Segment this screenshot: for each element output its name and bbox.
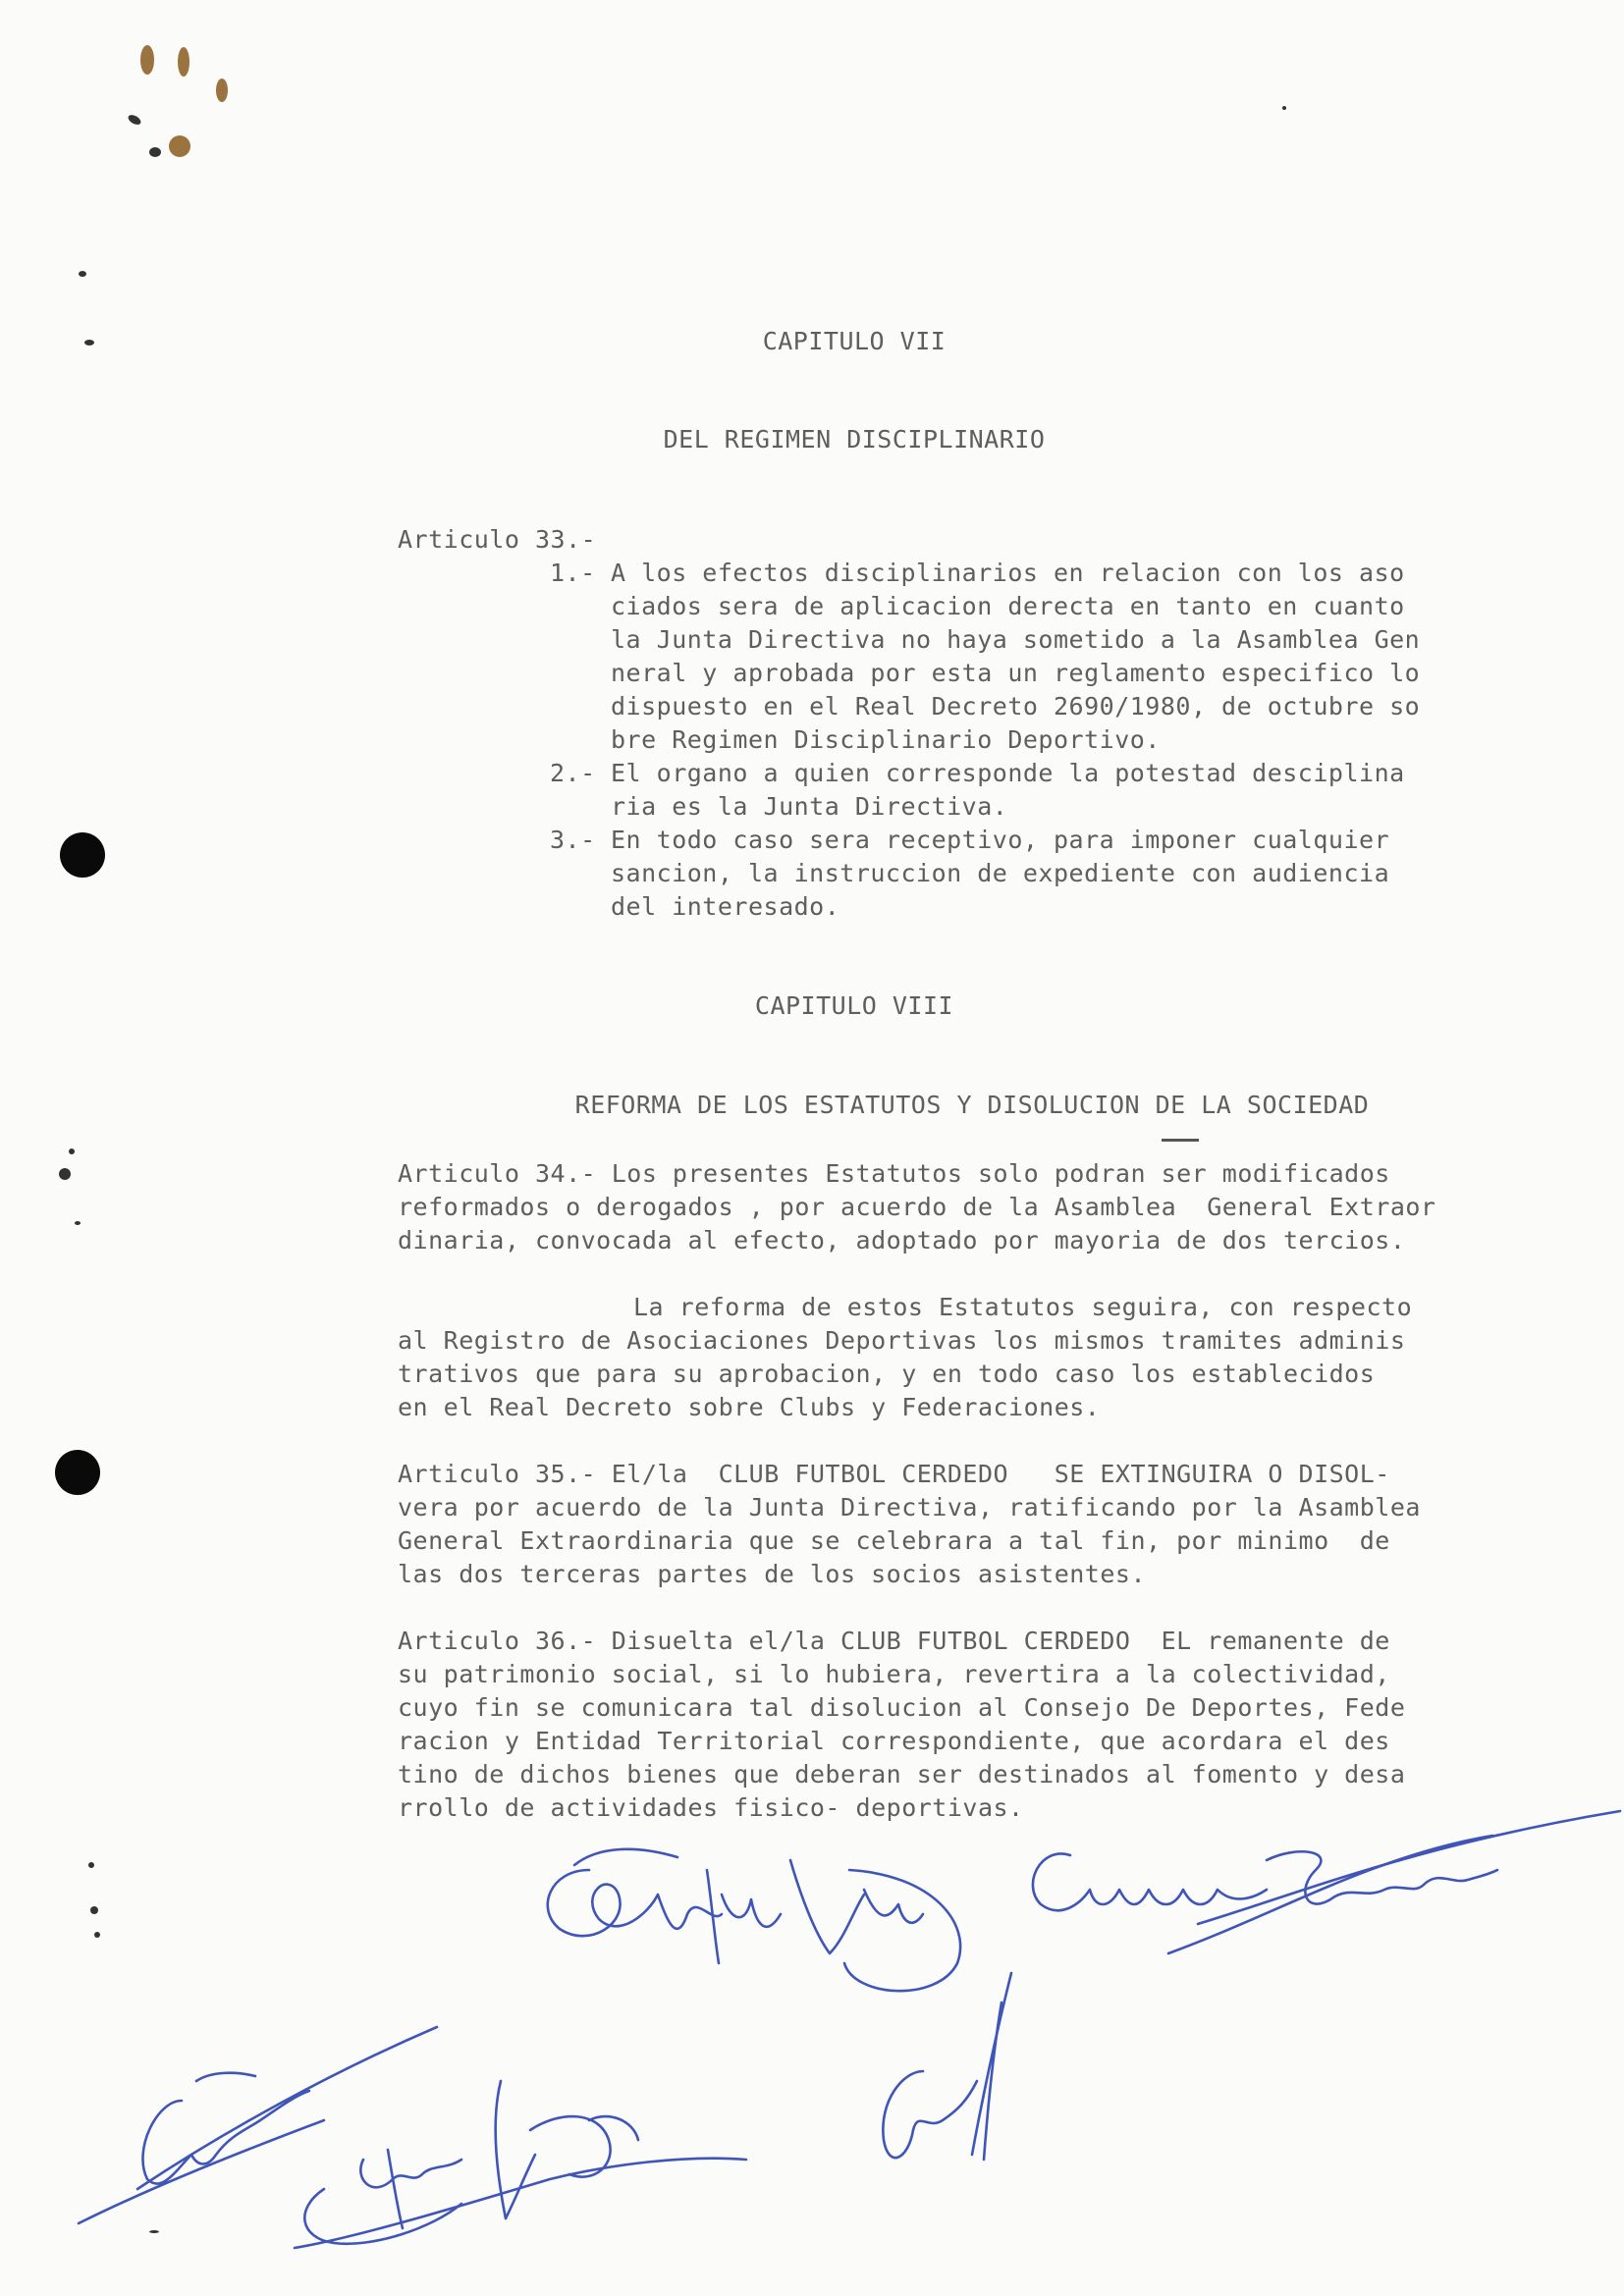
text-line: en el Real Decreto sobre Clubs y Federaciones. <box>398 1393 1101 1421</box>
text-line: A los efectos disciplinarios en relacion con los aso <box>611 559 1405 587</box>
text-line: En todo caso sera receptivo, para imponer cualquier <box>611 826 1390 854</box>
item-number: 2.- <box>550 759 596 787</box>
text-line: trativos que para su aprobacion, y en todo caso los establecidos <box>398 1360 1376 1388</box>
text-line: La reforma de estos Estatutos seguira, con respecto <box>633 1293 1413 1321</box>
signature-2 <box>1033 1811 1620 1953</box>
text-line: cuyo fin se comunicara tal disolucion al Consejo De Deportes, Fede <box>398 1693 1406 1722</box>
signature-3 <box>883 1973 1011 2160</box>
text-line: General Extraordinaria que se celebrara a tal fin, por minimo de <box>398 1526 1390 1555</box>
text-line: Articulo 35.- El/la CLUB FUTBOL CERDEDO SE EXTINGUIRA O DISOL- <box>398 1460 1390 1488</box>
article-title: Articulo 33.- <box>398 525 597 554</box>
text-line: Articulo 36.- Disuelta el/la CLUB FUTBOL CERDEDO EL remanente de <box>398 1627 1390 1655</box>
text-line: las dos terceras partes de los socios asistentes. <box>398 1560 1147 1588</box>
text-line: ciados sera de aplicacion derecta en tanto en cuanto <box>611 592 1405 620</box>
text-line: racion y Entidad Territorial correspondiente, que acordara el des <box>398 1727 1390 1755</box>
signature-5 <box>295 2081 746 2248</box>
text-line: su patrimonio social, si lo hubiera, revertira a la colectividad, <box>398 1660 1390 1688</box>
text-line: sancion, la instruccion de expediente con audiencia <box>611 859 1390 887</box>
text-line: del interesado. <box>611 892 840 921</box>
text-line: dispuesto en el Real Decreto 2690/1980, de octubre so <box>611 692 1421 721</box>
chapter-subheading: DEL REGIMEN DISCIPLINARIO <box>663 425 1046 454</box>
text-line: ria es la Junta Directiva. <box>611 792 1008 821</box>
text-line: Articulo 34.- Los presentes Estatutos solo podran ser modificados <box>398 1159 1390 1188</box>
signature-1 <box>548 1849 960 1991</box>
chapter-heading: CAPITULO VII <box>762 327 947 355</box>
text-line: El organo a quien corresponde la potestad desciplina <box>611 759 1405 787</box>
text-line: bre Regimen Disciplinario Deportivo. <box>611 725 1161 754</box>
text-line: neral y aprobada por esta un reglamento especifico lo <box>611 659 1421 687</box>
chapter-subheading: REFORMA DE LOS ESTATUTOS Y DISOLUCION DE LA SOCIEDAD <box>574 1091 1370 1119</box>
item-number: 3.- <box>550 826 596 854</box>
text-line: al Registro de Asociaciones Deportivas los mismos tramites adminis <box>398 1326 1406 1355</box>
text-line: dinaria, convocada al efecto, adoptado por mayoria de dos tercios. <box>398 1226 1406 1255</box>
item-number: 1.- <box>550 559 596 587</box>
signature-4 <box>79 2027 437 2223</box>
text-line: vera por acuerdo de la Junta Directiva, ratificando por la Asamblea <box>398 1493 1421 1522</box>
chapter-heading: CAPITULO VIII <box>754 991 954 1020</box>
text-line: rrollo de actividades fisico- deportivas. <box>398 1793 1024 1822</box>
text-line: reformados o derogados , por acuerdo de la Asamblea General Extraor <box>398 1193 1436 1221</box>
text-line: tino de dichos bienes que deberan ser destinados al fomento y desa <box>398 1760 1406 1789</box>
text-line: la Junta Directiva no haya sometido a la Asamblea Gen <box>611 625 1421 654</box>
